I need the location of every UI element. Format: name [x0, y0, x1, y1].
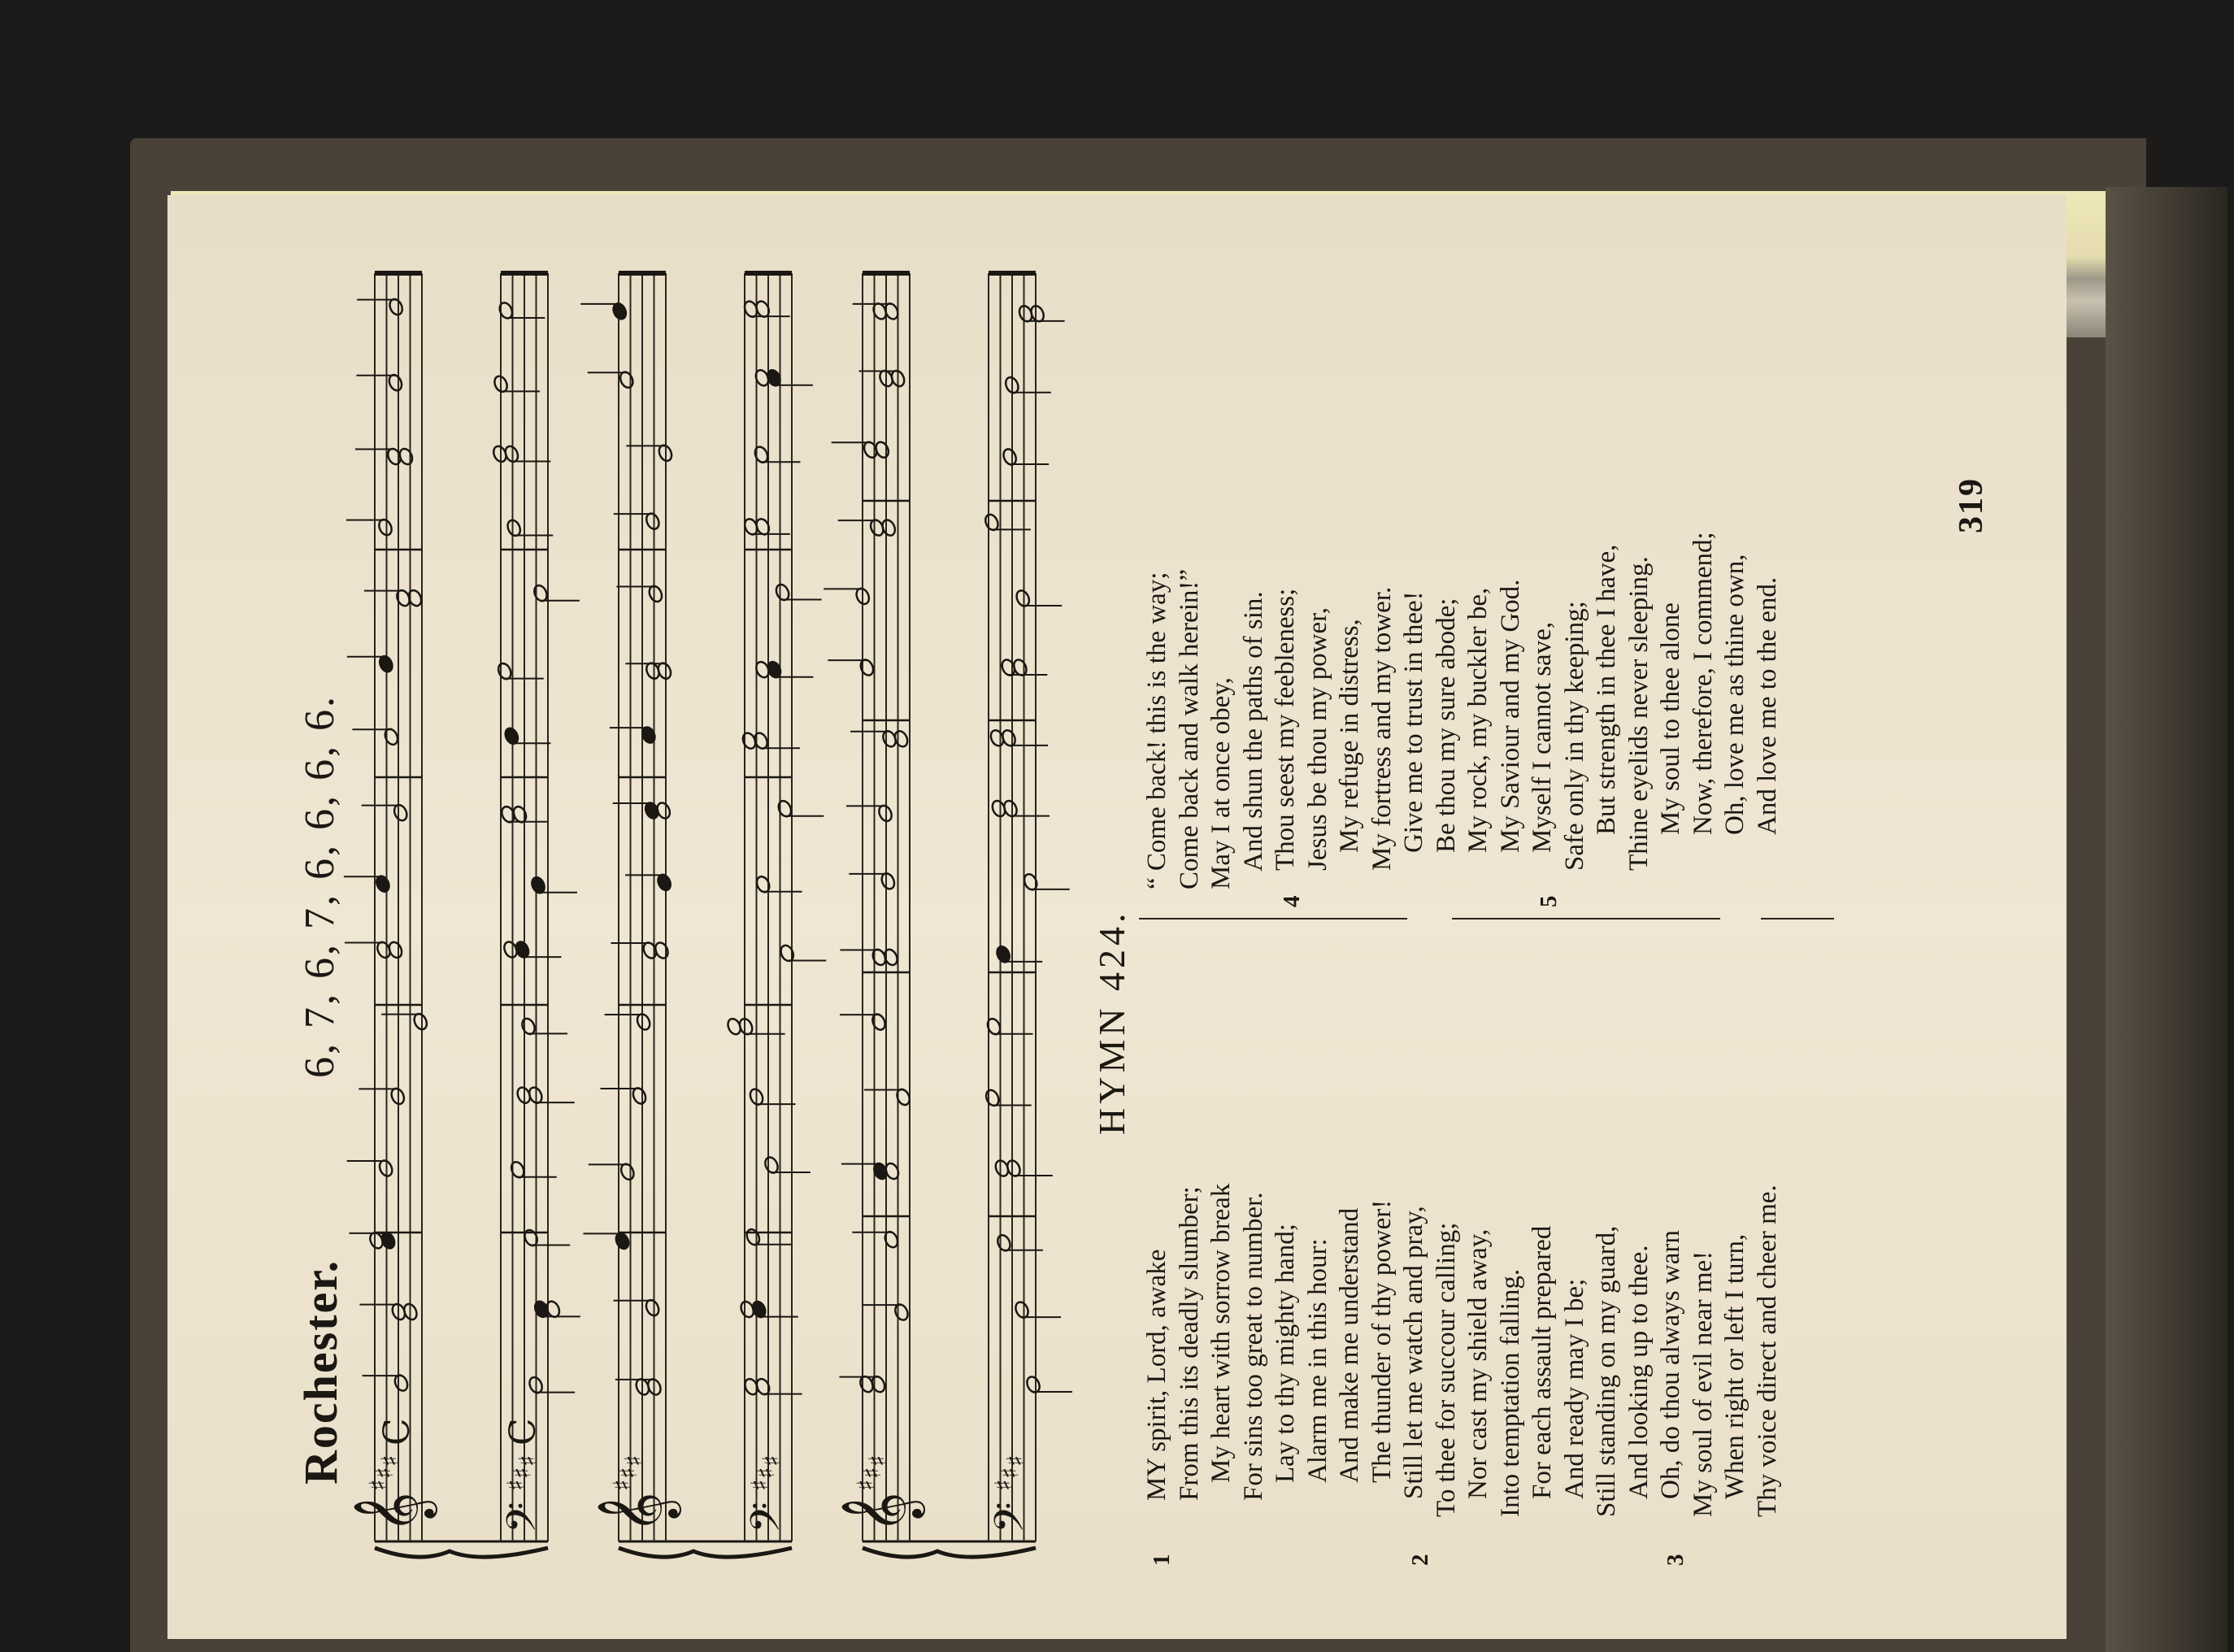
verse-line: The thunder of thy power!	[1367, 1199, 1397, 1483]
book-spine	[2106, 187, 2227, 1652]
verse-line: My heart with sorrow break	[1206, 1183, 1236, 1483]
verse-line: Thou seest my feebleness;	[1271, 588, 1300, 871]
sharp-sign: ♯	[370, 1467, 399, 1479]
sharp-sign: ♯	[376, 1454, 405, 1467]
sharp-sign: ♯	[620, 1454, 649, 1467]
verse-line: But strength in thee I have,	[1592, 544, 1621, 835]
column-rule	[1761, 918, 1834, 919]
note-head	[882, 947, 899, 967]
verse-line: And make me understand	[1335, 1207, 1364, 1483]
treble-clef: 𝄞	[841, 1492, 923, 1533]
system-brace	[375, 1548, 548, 1557]
page-number: 319	[1953, 477, 1990, 533]
note-head	[993, 1159, 1011, 1178]
verse-line: Alarm me in this hour:	[1302, 1238, 1332, 1483]
verse-line: My rock, my buckler be,	[1463, 587, 1493, 853]
note-head	[398, 447, 415, 467]
verse-line: Nor cast my shield away,	[1463, 1228, 1493, 1499]
time-signature: C	[376, 1418, 419, 1446]
sharp-sign: ♯	[514, 1454, 543, 1467]
note-head	[406, 589, 424, 608]
verse-line: Oh, do thou always warn	[1656, 1230, 1685, 1499]
verse-line: My soul to thee alone	[1656, 602, 1685, 835]
verse-line: May I at once obey,	[1206, 677, 1236, 889]
sharp-sign: ♯	[614, 1467, 643, 1479]
sharp-sign: ♯	[996, 1467, 1025, 1479]
treble-clef: 𝄞	[597, 1492, 679, 1533]
sharp-sign: ♯	[364, 1479, 393, 1491]
verse-3-continued	[1141, 569, 1270, 907]
verse-line: To thee for succour calling;	[1431, 1222, 1461, 1517]
verse-line: Myself I cannot save,	[1528, 621, 1557, 853]
verse-line: When right or left I turn,	[1720, 1233, 1749, 1499]
hymn-title: HYMN 424.	[1091, 909, 1132, 1135]
sharp-sign: ♯	[1002, 1454, 1031, 1467]
sharp-sign: ♯	[752, 1467, 781, 1479]
note-head	[880, 518, 898, 537]
verse-line: Safe only in thy keeping;	[1559, 601, 1589, 871]
system-brace	[863, 1548, 1036, 1557]
verse-line: My Saviour and my God.	[1495, 579, 1525, 853]
bass-clef: 𝄢	[498, 1502, 556, 1533]
column-rule	[1139, 918, 1407, 919]
verse-number: 4	[1279, 895, 1305, 907]
verse-line: Still let me watch and pray,	[1399, 1206, 1428, 1499]
bass-clef: 𝄢	[742, 1502, 800, 1533]
sharp-sign: ♯	[508, 1467, 537, 1479]
verse-line: Be thou my sure abode;	[1431, 598, 1461, 853]
verse-line: “ Come back! this is the way;	[1142, 572, 1171, 889]
sharp-sign: ♯	[990, 1479, 1019, 1491]
note-head	[874, 440, 891, 459]
verse-number: 1	[1149, 1554, 1175, 1566]
verse-line: Come back and walk herein!”	[1174, 568, 1204, 889]
tune-name: Rochester.	[294, 1259, 347, 1485]
verse-5	[1527, 532, 1784, 871]
note-head	[491, 444, 508, 463]
book-page	[167, 195, 2067, 1639]
system-brace	[619, 1548, 792, 1557]
note-head	[387, 940, 404, 959]
note-head	[989, 728, 1006, 748]
verse-line: And looking up to thee.	[1623, 1245, 1654, 1499]
verse-number: 5	[1536, 895, 1562, 907]
verse-line: Thine eyelids never sleeping.	[1623, 556, 1654, 871]
verse-line: From this its deadly slumber;	[1174, 1186, 1204, 1501]
verse-line: MY spirit, Lord, awake	[1142, 1249, 1171, 1501]
note-head	[739, 1300, 756, 1319]
verse-line: Give me to trust in thee!	[1399, 591, 1428, 853]
note-head	[893, 729, 910, 749]
verse-line: My refuge in distress,	[1335, 619, 1364, 853]
sharp-sign: ♯	[864, 1454, 893, 1467]
verse-line: Lay to thy mighty hand;	[1271, 1224, 1300, 1483]
note-head	[653, 941, 670, 960]
sharp-sign: ♯	[502, 1479, 531, 1491]
verse-line: Still standing on my guard,	[1592, 1225, 1621, 1517]
verse-line: My fortress and my tower.	[1367, 586, 1397, 871]
verse-line: And shun the paths of sin.	[1238, 591, 1268, 872]
note-head	[502, 940, 519, 959]
verse-4	[1270, 580, 1527, 871]
bass-clef: 𝄢	[986, 1502, 1044, 1533]
verse-number: 2	[1407, 1554, 1433, 1566]
sharp-sign: ♯	[746, 1479, 775, 1491]
verse-1	[1141, 1184, 1398, 1501]
sharp-sign: ♯	[758, 1454, 787, 1467]
verse-line: For each assault prepared	[1528, 1225, 1557, 1499]
note-head	[655, 801, 672, 820]
note-head	[726, 1017, 743, 1037]
verse-line: Thy voice direct and cheer me.	[1752, 1185, 1782, 1517]
time-signature: C	[502, 1418, 545, 1446]
verse-line: And ready may I be;	[1559, 1278, 1589, 1499]
verse-line: For sins too great to number.	[1238, 1192, 1268, 1501]
sharp-sign: ♯	[852, 1479, 881, 1491]
verse-line: Now, therefore, I commend;	[1688, 532, 1718, 835]
verse-2	[1398, 1206, 1655, 1517]
verse-3	[1655, 1185, 1784, 1517]
verse-number: 3	[1662, 1554, 1689, 1566]
sharp-sign: ♯	[608, 1479, 637, 1491]
verse-line: Oh, love me as thine own,	[1720, 554, 1749, 835]
note-head	[990, 799, 1007, 819]
column-rule	[1452, 918, 1720, 919]
music-score	[167, 195, 1110, 1639]
verse-line: Jesus be thou my power,	[1302, 606, 1332, 871]
note-head	[741, 731, 758, 750]
sharp-sign: ♯	[858, 1467, 887, 1479]
treble-clef: 𝄞	[353, 1492, 435, 1533]
meter-line: 6, 7, 6, 7, 6, 6, 6, 6.	[297, 694, 343, 1078]
verse-line: My soul of evil near me!	[1688, 1250, 1718, 1517]
verse-line: And love me to the end.	[1752, 576, 1782, 835]
verse-line: Into temptation falling.	[1495, 1268, 1525, 1517]
